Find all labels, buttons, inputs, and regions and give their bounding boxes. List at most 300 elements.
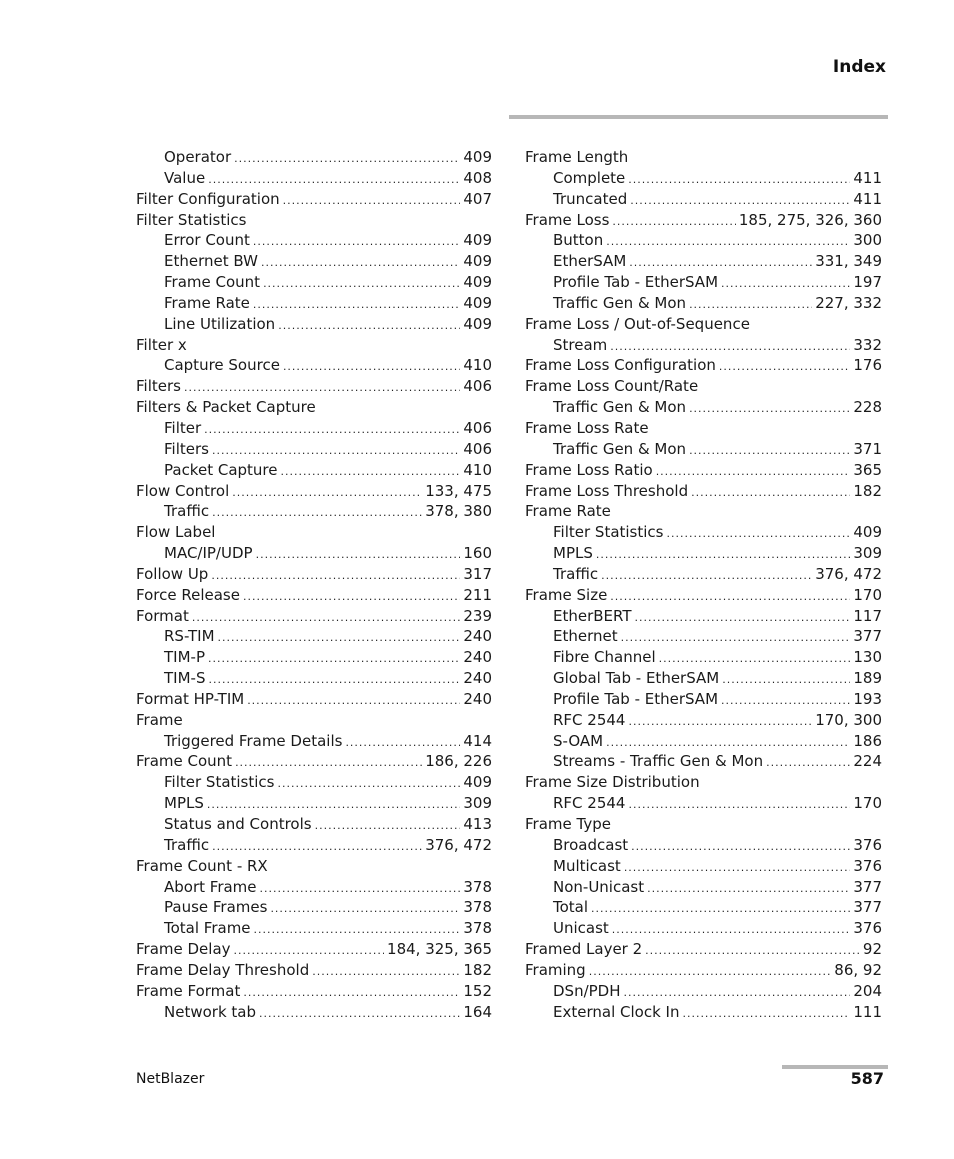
dot-leader <box>280 462 460 483</box>
page-number: 587 <box>850 1069 884 1088</box>
index-page-numbers: 376 <box>853 856 882 875</box>
index-page-numbers: 160 <box>463 544 492 563</box>
index-page-numbers: 92 <box>862 940 882 959</box>
index-term: Filter x <box>136 335 187 354</box>
index-term: Frame Count <box>164 273 261 292</box>
index-subentry <box>136 168 492 189</box>
dot-leader <box>689 295 812 316</box>
index-subentry <box>136 293 492 314</box>
index-page-numbers: 152 <box>463 981 492 1000</box>
index-term: Triggered Frame Details <box>164 731 343 750</box>
dot-leader <box>624 858 851 879</box>
index-subentry <box>136 835 492 856</box>
index-term: Error Count <box>164 231 250 250</box>
index-page-numbers: 193 <box>853 689 882 708</box>
index-term: Filter Statistics <box>553 523 664 542</box>
index-subentry <box>525 835 882 856</box>
index-entry <box>525 772 882 793</box>
dot-leader <box>260 879 461 900</box>
index-term: Frame Loss Configuration <box>525 356 716 375</box>
index-term: RS-TIM <box>164 627 215 646</box>
index-term: Framed Layer 2 <box>525 940 643 959</box>
index-page-numbers: 406 <box>463 377 492 396</box>
dot-leader <box>212 503 422 524</box>
index-term: Abort Frame <box>164 877 257 896</box>
index-subentry <box>136 877 492 898</box>
index-page-numbers: 186 <box>853 731 882 750</box>
index-term: Filter Statistics <box>164 773 275 792</box>
index-page-numbers: 365 <box>853 460 882 479</box>
index-page-numbers: 130 <box>853 648 882 667</box>
dot-leader <box>689 399 850 420</box>
index-page-numbers: 189 <box>853 669 882 688</box>
dot-leader <box>192 608 461 629</box>
index-subentry <box>525 293 882 314</box>
index-term: EtherSAM <box>553 252 627 271</box>
index-page-numbers: 86, 92 <box>834 960 882 979</box>
index-subentry <box>525 189 882 210</box>
dot-leader <box>610 337 850 358</box>
index-page-numbers: 332 <box>853 335 882 354</box>
dot-leader <box>312 962 460 983</box>
index-page-numbers: 185, 275, 326, 360 <box>738 210 882 229</box>
index-subentry <box>136 897 492 918</box>
index-subentry <box>525 731 882 752</box>
index-term: Total Frame <box>164 919 251 938</box>
dot-leader <box>234 149 460 170</box>
index-page-numbers: 197 <box>853 273 882 292</box>
index-term: Value <box>164 168 206 187</box>
index-page-numbers: 411 <box>853 168 882 187</box>
dot-leader <box>232 483 422 504</box>
dot-leader <box>253 232 460 253</box>
index-page-numbers: 377 <box>853 877 882 896</box>
index-page-numbers: 408 <box>463 168 492 187</box>
index-page-numbers: 410 <box>463 356 492 375</box>
index-column-left <box>136 147 492 1022</box>
dot-leader <box>591 899 850 920</box>
index-subentry <box>525 710 882 731</box>
index-term: Complete <box>553 168 626 187</box>
index-term: Follow Up <box>136 564 209 583</box>
dot-leader <box>212 837 422 858</box>
index-term: Global Tab - EtherSAM <box>553 669 720 688</box>
index-page-numbers: 377 <box>853 898 882 917</box>
index-subentry <box>525 251 882 272</box>
index-page-numbers: 411 <box>853 189 882 208</box>
index-term: MPLS <box>164 794 204 813</box>
index-term: Stream <box>553 335 608 354</box>
index-subentry <box>136 501 492 522</box>
index-subentry <box>136 543 492 564</box>
index-term: Profile Tab - EtherSAM <box>553 273 719 292</box>
index-subentry <box>136 314 492 335</box>
page-title: Index <box>832 57 886 77</box>
index-term: Pause Frames <box>164 898 268 917</box>
index-subentry <box>136 1002 492 1023</box>
index-term: Line Utilization <box>164 314 276 333</box>
index-term: Operator <box>164 148 232 166</box>
index-page-numbers: 176 <box>853 356 882 375</box>
index-subentry <box>525 626 882 647</box>
dot-leader <box>270 899 460 920</box>
index-term: Streams - Traffic Gen & Mon <box>553 752 764 771</box>
index-page-numbers: 331, 349 <box>815 252 882 271</box>
dot-leader <box>659 649 851 670</box>
index-page-numbers: 413 <box>463 815 492 833</box>
dot-leader <box>630 191 850 212</box>
index-entry <box>136 689 492 710</box>
index-subentry <box>525 981 882 1002</box>
index-term: Framing <box>525 960 586 979</box>
index-page-numbers: 410 <box>463 460 492 479</box>
index-term: Profile Tab - EtherSAM <box>553 689 719 708</box>
index-term: Fibre Channel <box>553 648 656 667</box>
dot-leader <box>243 983 460 1004</box>
dot-leader <box>612 920 851 941</box>
dot-leader <box>283 357 460 378</box>
dot-leader <box>628 170 850 191</box>
index-entry <box>136 960 492 981</box>
index-page-numbers: 409 <box>463 293 492 312</box>
index-page-numbers: 378, 380 <box>425 502 492 521</box>
index-term: Traffic Gen & Mon <box>553 398 687 417</box>
index-page-numbers: 378 <box>463 898 492 917</box>
index-term: Traffic <box>553 564 599 583</box>
index-entry <box>525 481 882 502</box>
index-term: Frame Format <box>136 981 241 1000</box>
index-subentry <box>525 606 882 627</box>
dot-leader <box>645 941 860 962</box>
index-subentry <box>525 647 882 668</box>
dot-leader <box>278 316 460 337</box>
index-page-numbers: 409 <box>463 252 492 271</box>
dot-leader <box>631 837 850 858</box>
index-entry <box>525 210 882 231</box>
index-term: Frame Loss Ratio <box>525 460 653 479</box>
index-term: Unicast <box>553 919 609 938</box>
index-term: TIM-P <box>164 648 205 667</box>
index-entry <box>136 481 492 502</box>
index-subentry <box>525 689 882 710</box>
index-term: Frame Rate <box>164 293 250 312</box>
dot-leader <box>184 378 460 399</box>
index-term: Frame Size Distribution <box>525 773 700 792</box>
index-entry <box>525 355 882 376</box>
dot-leader <box>261 253 460 274</box>
dot-leader <box>259 1004 460 1025</box>
index-entry <box>136 376 492 397</box>
dot-leader <box>204 420 460 441</box>
index-subentry <box>136 230 492 251</box>
index-entry <box>136 751 492 772</box>
index-entry <box>136 939 492 960</box>
dot-leader <box>689 441 850 462</box>
dot-leader <box>207 795 460 816</box>
index-page-numbers: 111 <box>853 1002 882 1021</box>
index-page-numbers: 117 <box>853 606 882 625</box>
index-page-numbers: 204 <box>853 981 882 1000</box>
index-term: Frame Loss / Out-of-Sequence <box>525 314 750 333</box>
index-entry <box>525 314 882 335</box>
index-column-right <box>525 147 882 1022</box>
index-page-numbers: 164 <box>463 1002 492 1021</box>
index-term: Frame Delay Threshold <box>136 960 310 979</box>
dot-leader <box>610 587 850 608</box>
index-subentry <box>136 918 492 939</box>
dot-leader <box>208 670 460 691</box>
index-subentry <box>525 564 882 585</box>
index-subentry <box>136 439 492 460</box>
index-subentry <box>136 772 492 793</box>
index-term: Filters & Packet Capture <box>136 398 316 417</box>
index-page-numbers: 211 <box>463 585 492 604</box>
index-entry <box>136 856 492 877</box>
index-term: Button <box>553 231 604 250</box>
index-term: Frame Loss Rate <box>525 418 649 437</box>
index-subentry <box>525 522 882 543</box>
index-page-numbers: 407 <box>463 189 492 208</box>
index-subentry <box>136 418 492 439</box>
index-page-numbers: 406 <box>463 418 492 437</box>
dot-leader <box>606 232 850 253</box>
index-term: Format HP-TIM <box>136 689 245 708</box>
index-term: DSn/PDH <box>553 981 621 1000</box>
dot-leader <box>667 524 851 545</box>
dot-leader <box>208 170 460 191</box>
index-subentry <box>525 230 882 251</box>
index-page-numbers: 227, 332 <box>815 293 882 312</box>
index-term: Network tab <box>164 1002 256 1021</box>
index-term: MPLS <box>553 544 593 563</box>
index-page-numbers: 224 <box>853 752 882 771</box>
index-term: Frame Count - RX <box>136 856 268 875</box>
dot-leader <box>635 608 851 629</box>
index-page-numbers: 300 <box>853 231 882 250</box>
index-page-numbers: 377 <box>853 627 882 646</box>
index-page-numbers: 239 <box>463 606 492 625</box>
dot-leader <box>243 587 460 608</box>
index-subentry <box>136 626 492 647</box>
index-term: Total <box>553 898 589 917</box>
index-page-numbers: 240 <box>463 689 492 708</box>
index-subentry <box>136 668 492 689</box>
dot-leader <box>606 733 850 754</box>
dot-leader <box>253 295 460 316</box>
header-divider <box>509 115 888 119</box>
index-entry <box>136 210 492 231</box>
index-page-numbers: 376, 472 <box>815 564 882 583</box>
dot-leader <box>629 253 812 274</box>
dot-leader <box>278 774 461 795</box>
dot-leader <box>721 274 850 295</box>
index-subentry <box>136 251 492 272</box>
dot-leader <box>628 712 812 733</box>
index-page-numbers: 182 <box>853 481 882 500</box>
index-entry <box>525 147 882 168</box>
dot-leader <box>256 545 461 566</box>
index-page-numbers: 376 <box>853 835 882 854</box>
index-term: Traffic <box>164 835 210 854</box>
dot-leader <box>235 753 422 774</box>
index-page-numbers: 184, 325, 365 <box>387 940 492 959</box>
index-term: Force Release <box>136 585 240 604</box>
index-term: S-OAM <box>553 731 604 750</box>
index-term: Traffic <box>164 502 210 521</box>
index-entry <box>136 564 492 585</box>
index-term: Frame Delay <box>136 940 231 959</box>
index-page-numbers: 317 <box>463 564 492 583</box>
dot-leader <box>247 691 460 712</box>
index-page-numbers: 182 <box>463 960 492 979</box>
index-page-numbers: 409 <box>463 314 492 333</box>
index-subentry <box>136 647 492 668</box>
dot-leader <box>212 441 460 462</box>
dot-leader <box>254 920 461 941</box>
index-subentry <box>136 355 492 376</box>
index-subentry <box>525 335 882 356</box>
dot-leader <box>691 483 850 504</box>
index-subentry <box>525 751 882 772</box>
index-page-numbers: 409 <box>463 148 492 166</box>
index-page-numbers: 170 <box>853 585 882 604</box>
dot-leader <box>234 941 385 962</box>
index-page-numbers: 409 <box>463 231 492 250</box>
index-term: Filter Statistics <box>136 210 247 229</box>
index-term: Frame Count <box>136 752 233 771</box>
index-subentry <box>525 897 882 918</box>
index-term: Flow Label <box>136 523 216 542</box>
index-subentry <box>525 397 882 418</box>
index-subentry <box>525 439 882 460</box>
index-term: Broadcast <box>553 835 629 854</box>
index-term: Filter Configuration <box>136 189 280 208</box>
index-term: MAC/IP/UDP <box>164 544 253 563</box>
index-page-numbers: 371 <box>853 439 882 458</box>
index-page-numbers: 409 <box>853 523 882 542</box>
dot-leader <box>589 962 832 983</box>
index-term: Filter <box>164 418 202 437</box>
index-page-numbers: 170, 300 <box>815 710 882 729</box>
index-subentry <box>525 668 882 689</box>
index-term: Traffic Gen & Mon <box>553 293 687 312</box>
dot-leader <box>721 691 850 712</box>
index-term: Ethernet <box>553 627 618 646</box>
index-term: Ethernet BW <box>164 252 258 271</box>
index-page-numbers: 378 <box>463 877 492 896</box>
dot-leader <box>682 1004 850 1025</box>
index-page-numbers: 170 <box>853 794 882 813</box>
dot-leader <box>624 983 851 1004</box>
index-entry <box>136 397 492 418</box>
index-term: Non-Unicast <box>553 877 645 896</box>
dot-leader <box>211 566 460 587</box>
index-entry <box>136 606 492 627</box>
index-term: TIM-S <box>164 669 206 688</box>
index-page-numbers: 409 <box>463 273 492 292</box>
dot-leader <box>601 566 812 587</box>
index-entry <box>136 189 492 210</box>
index-entry <box>136 710 492 731</box>
index-page-numbers: 376 <box>853 919 882 938</box>
index-page-numbers: 309 <box>463 794 492 813</box>
index-page-numbers: 240 <box>463 669 492 688</box>
index-term: Filters <box>136 377 181 396</box>
index-page-numbers: 228 <box>853 398 882 417</box>
dot-leader <box>719 357 850 378</box>
index-page-numbers: 406 <box>463 439 492 458</box>
index-subentry <box>525 877 882 898</box>
dot-leader <box>208 649 460 670</box>
index-page-numbers: 240 <box>463 627 492 646</box>
dot-leader <box>647 879 850 900</box>
index-term: Frame Loss Count/Rate <box>525 377 699 396</box>
index-subentry <box>525 1002 882 1023</box>
index-entry <box>525 939 882 960</box>
index-page-numbers: 414 <box>463 731 492 750</box>
index-term: Traffic Gen & Mon <box>553 439 687 458</box>
dot-leader <box>722 670 850 691</box>
dot-leader <box>656 462 851 483</box>
index-entry <box>525 418 882 439</box>
dot-leader <box>263 274 460 295</box>
index-page-numbers: 186, 226 <box>425 752 492 771</box>
index-term: Flow Control <box>136 481 230 500</box>
dot-leader <box>766 753 850 774</box>
index-entry <box>525 814 882 835</box>
index-term: EtherBERT <box>553 606 632 625</box>
index-subentry <box>136 272 492 293</box>
index-term: Frame Loss <box>525 210 610 229</box>
index-term: RFC 2544 <box>553 710 626 729</box>
index-entry <box>525 585 882 606</box>
dot-leader <box>596 545 850 566</box>
index-term: Frame Rate <box>525 502 611 521</box>
index-entry <box>136 335 492 356</box>
index-page-numbers: 409 <box>463 773 492 792</box>
index-page-numbers: 240 <box>463 648 492 667</box>
index-term: Status and Controls <box>164 815 312 833</box>
index-subentry <box>525 168 882 189</box>
index-entry <box>136 981 492 1002</box>
index-subentry <box>136 731 492 752</box>
index-term: Frame Size <box>525 585 608 604</box>
index-term: Frame Type <box>525 815 611 833</box>
index-term: Format <box>136 606 189 625</box>
dot-leader <box>315 816 461 837</box>
index-term: Truncated <box>553 189 628 208</box>
index-subentry <box>136 793 492 814</box>
index-entry <box>525 960 882 981</box>
dot-leader <box>283 191 461 212</box>
index-subentry <box>525 272 882 293</box>
index-term: Filters <box>164 439 209 458</box>
index-page-numbers: 309 <box>853 544 882 563</box>
footer-product-name: NetBlazer <box>136 1071 205 1087</box>
dot-leader <box>621 628 851 649</box>
index-term: External Clock In <box>553 1002 680 1021</box>
index-term: Frame Length <box>525 148 629 166</box>
index-page-numbers: 133, 475 <box>425 481 492 500</box>
index-subentry <box>136 460 492 481</box>
index-subentry <box>525 918 882 939</box>
index-term: Capture Source <box>164 356 280 375</box>
index-term: Multicast <box>553 856 621 875</box>
index-term: Packet Capture <box>164 460 278 479</box>
index-page-numbers: 376, 472 <box>425 835 492 854</box>
dot-leader <box>628 795 850 816</box>
index-subentry <box>525 543 882 564</box>
